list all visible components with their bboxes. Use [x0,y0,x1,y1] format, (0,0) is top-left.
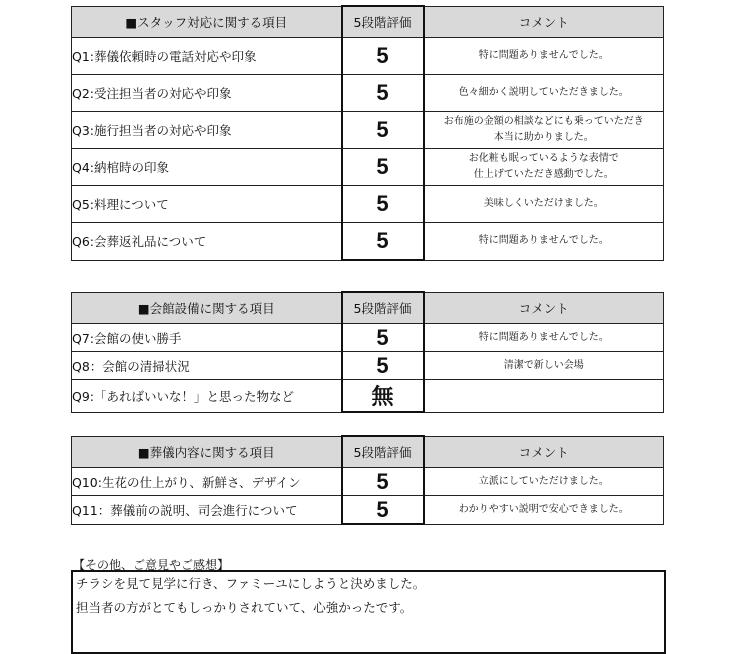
rating-column-header: 5段階評価 [342,6,424,38]
rating-value: 5 [342,324,424,352]
comment-cell [424,186,664,223]
table-header-row [72,292,664,324]
table-row [72,149,664,186]
staff-survey-table [71,5,664,261]
comment-column-header: コメント [424,292,664,324]
comment-column-header: コメント [424,6,664,38]
table-row [72,468,664,496]
rating-value: 5 [342,149,424,186]
rating-column-header: 5段階評価 [342,436,424,468]
question-label: Q11：葬儀前の説明、司会進行について [72,496,342,525]
comment-line: 特に問題ありませんでした。 [478,235,609,247]
table-row [72,324,664,352]
opinion-box [71,570,666,654]
comment-column-header: コメント [424,436,664,468]
comment-cell [424,352,664,380]
question-label: Q5:料理について [72,186,342,223]
question-label: Q2:受注担当者の対応や印象 [72,75,342,112]
comment-cell [424,324,664,352]
comment-cell [424,468,664,496]
table-row [72,380,664,413]
comment-line: 美味しくいただけました。 [483,198,604,209]
comment-cell [424,380,664,413]
rating-value: 5 [342,223,424,261]
comment-line: わかりやすい説明で安心できました。 [458,503,629,515]
rating-value: 5 [342,38,424,75]
content-survey-table [71,435,664,525]
opinion-line: 担当者の方がとてもしっかりされていて、心強かったです。 [76,600,413,615]
opinion-label: 【その他、ご意見やご感想】 [73,558,230,572]
comment-cell [424,149,664,186]
rating-value: 5 [342,186,424,223]
question-label: Q7:会館の使い勝手 [72,324,342,352]
question-label: Q10:生花の仕上がり、新鮮さ、デザイン [72,468,342,496]
table-row [72,186,664,223]
comment-cell [424,112,664,149]
comment-line: 特に問題ありませんでした。 [478,331,609,343]
comment-line: 色々細かく説明していただきました。 [458,87,629,98]
comment-line: 仕上げていただき感動でした。 [473,169,614,180]
opinion-line: チラシを見て見学に行き、ファミーユにしようと決めました。 [76,576,426,591]
comment-cell [424,496,664,525]
section-header: ■会館設備に関する項目 [72,292,342,324]
section-header: ■葬儀内容に関する項目 [72,436,342,468]
question-label: Q4:納棺時の印象 [72,149,342,186]
rating-value: 5 [342,75,424,112]
comment-cell [424,75,664,112]
comment-line: 特に問題ありませんでした。 [478,50,609,61]
rating-value: 5 [342,468,424,496]
table-row [72,38,664,75]
section-header: ■スタッフ対応に関する項目 [72,6,342,38]
rating-value: 5 [342,112,424,149]
rating-value: 5 [342,496,424,525]
table-row [72,352,664,380]
table-row [72,223,664,261]
table-header-row [72,6,664,38]
table-header-row [72,436,664,468]
table-row [72,496,664,525]
facility-survey-table [71,291,664,413]
comment-line: 本当に助かりました。 [493,132,594,143]
comment-line: お化粧も眠っているような表情で [468,153,619,164]
question-label: Q3:施行担当者の対応や印象 [72,112,342,149]
comment-cell [424,38,664,75]
rating-value: 5 [342,352,424,380]
question-label: Q1:葬儀依頼時の電話対応や印象 [72,38,342,75]
comment-line: 清潔で新しい会場 [503,359,584,371]
comment-line: お布施の金額の相談などにも乗っていただき [443,116,644,127]
question-label: Q9:「あればいいな！」と思った物など [72,380,342,413]
rating-value: 無 [342,380,424,413]
table-row [72,75,664,112]
question-label: Q8：会館の清掃状況 [72,352,342,380]
table-row [72,112,664,149]
rating-column-header: 5段階評価 [342,292,424,324]
comment-cell [424,223,664,261]
question-label: Q6:会葬返礼品について [72,223,342,261]
comment-line: 立派にしていただけました。 [478,475,609,487]
